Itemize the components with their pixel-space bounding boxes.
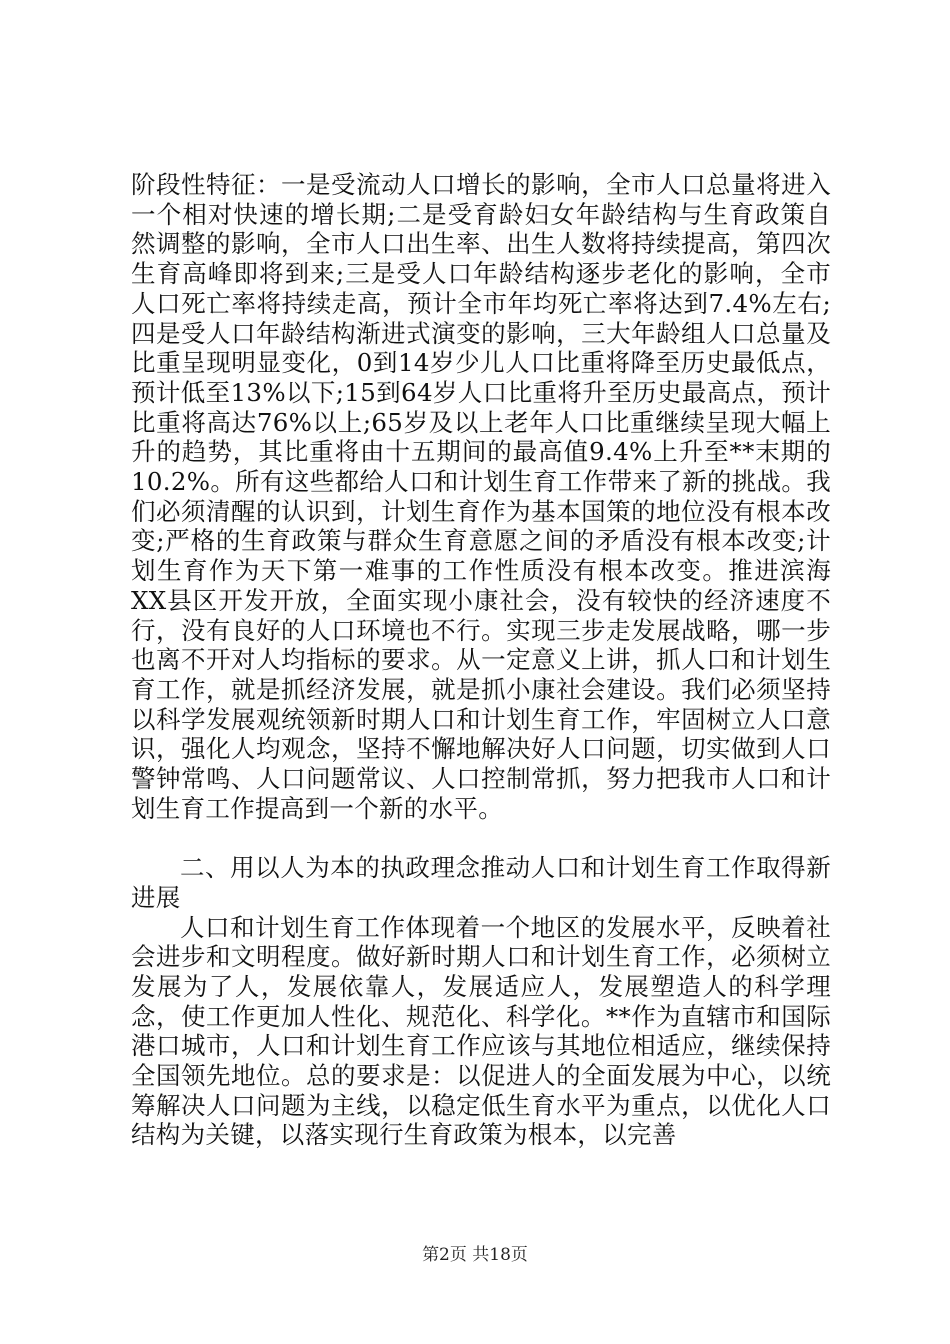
section-heading: 二、用以人为本的执政理念推动人口和计划生育工作取得新进展 — [131, 853, 831, 912]
document-body — [131, 170, 831, 1150]
body-paragraph: 人口和计划生育工作体现着一个地区的发展水平，反映着社会进步和文明程度。做好新时期人口和计划生育工作，必须树立发展为了人，发展依靠人，发展适应人，发展塑造人的科学理念，使工作更加人性化、规范化、科学化。**作为直辖市和国际港口城市，人口和计划生育工作应该与其地位相适应，继续保持全国领先地位。总的要求是：以促进人的全面发展为中心，以统筹解决人口问题为主线，以稳定低生育水平为重点，以优化人口结构为关键，以落实现行生育政策为根本，以完善 — [131, 912, 831, 1150]
page-number: 第2页 共18页 — [422, 1245, 528, 1265]
paragraph-gap — [131, 823, 831, 853]
body-paragraph: 阶段性特征：一是受流动人口增长的影响，全市人口总量将进入一个相对快速的增长期;二是受育龄妇女年龄结构与生育政策自然调整的影响，全市人口出生率、出生人数将持续提高，第四次生育高峰即将到来;三是受人口年龄结构逐步老化的影响，全市人口死亡率将持续走高，预计全市年均死亡率将达到7.4%左右;四是受人口年龄结构渐进式演变的影响，三大年龄组人口总量及比重呈现明显变化，0到14岁少儿人口比重将降至历史最低点，预计低至13%以下;15到64岁人口比重将升至历史最高点，预计比重将高达76%以上;65岁及以上老年人口比重继续呈现大幅上升的趋势，其比重将由十五期间的最高值9.4%上升至**末期的10.2%。所有这些都给人口和计划生育工作带来了新的挑战。我们必须清醒的认识到，计划生育作为基本国策的地位没有根本改变;严格的生育政策与群众生育意愿之间的矛盾没有根本改变;计划生育作为天下第一难事的工作性质没有根本改变。推进滨海XX县区开发开放，全面实现小康社会，没有较快的经济速度不行，没有良好的人口环境也不行。实现三步走发展战略，哪一步也离不开对人均指标的要求。从一定意义上讲，抓人口和计划生育工作，就是抓经济发展，就是抓小康社会建设。我们必须坚持以科学发展观统领新时期人口和计划生育工作，牢固树立人口意识，强化人均观念，坚持不懈地解决好人口问题，切实做到人口警钟常鸣、人口问题常议、人口控制常抓，努力把我市人口和计划生育工作提高到一个新的水平。 — [131, 170, 831, 823]
